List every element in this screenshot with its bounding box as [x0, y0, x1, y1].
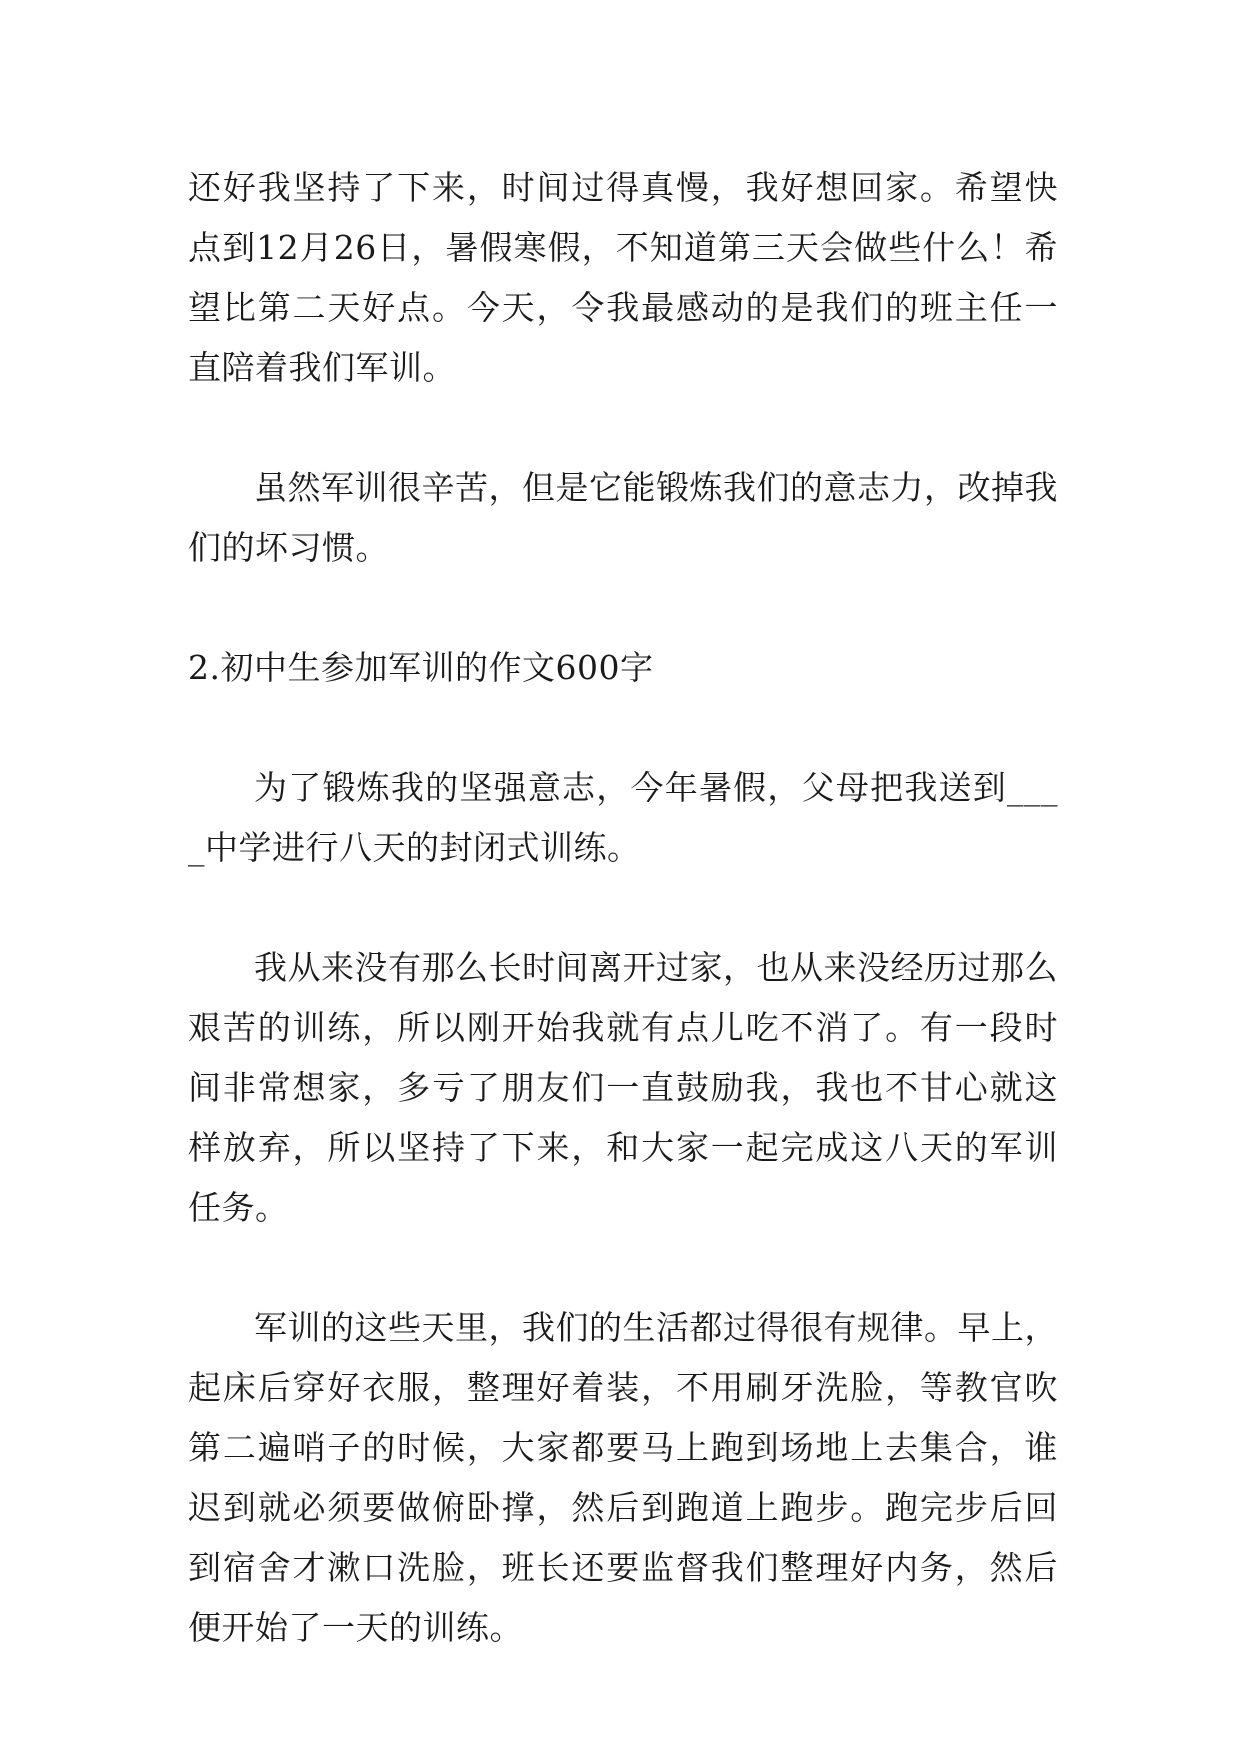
paragraph-gap — [188, 578, 1058, 638]
paragraph-gap — [188, 698, 1058, 758]
document-page — [188, 158, 1058, 1658]
paragraph-continuation: 还好我坚持了下来，时间过得真慢，我好想回家。希望快点到12月26日，暑假寒假，不知道第三天会做些什么！希望比第二天好点。今天，令我最感动的是我们的班主任一直陪着我们军训。 — [188, 168, 1058, 387]
paragraph: 虽然军训很辛苦，但是它能锻炼我们的意志力，改掉我们的坏习惯。 — [188, 468, 1058, 567]
paragraph: 军训的这些天里，我们的生活都过得很有规律。早上，起床后穿好衣服，整理好着装，不用刷牙洗脸，等教官吹第二遍哨子的时候，大家都要马上跑到场地上去集合，谁迟到就必须要做俯卧撑，然后到跑道上跑步。跑完步后回到宿舍才漱口洗脸，班长还要监督我们整理好内务，然后便开始了一天的训练。 — [188, 1308, 1058, 1647]
paragraph: 为了锻炼我的坚强意志，今年暑假，父母把我送到____中学进行八天的封闭式训练。 — [188, 768, 1058, 867]
section-heading: 2.初中生参加军训的作文600字 — [188, 648, 654, 687]
paragraph-gap — [188, 1238, 1058, 1298]
paragraph: 我从来没有那么长时间离开过家，也从来没经历过那么艰苦的训练，所以刚开始我就有点儿吃不消了。有一段时间非常想家，多亏了朋友们一直鼓励我，我也不甘心就这样放弃，所以坚持了下来，和大家一起完成这八天的军训任务。 — [188, 948, 1058, 1227]
paragraph-gap — [188, 398, 1058, 458]
paragraph-gap — [188, 878, 1058, 938]
